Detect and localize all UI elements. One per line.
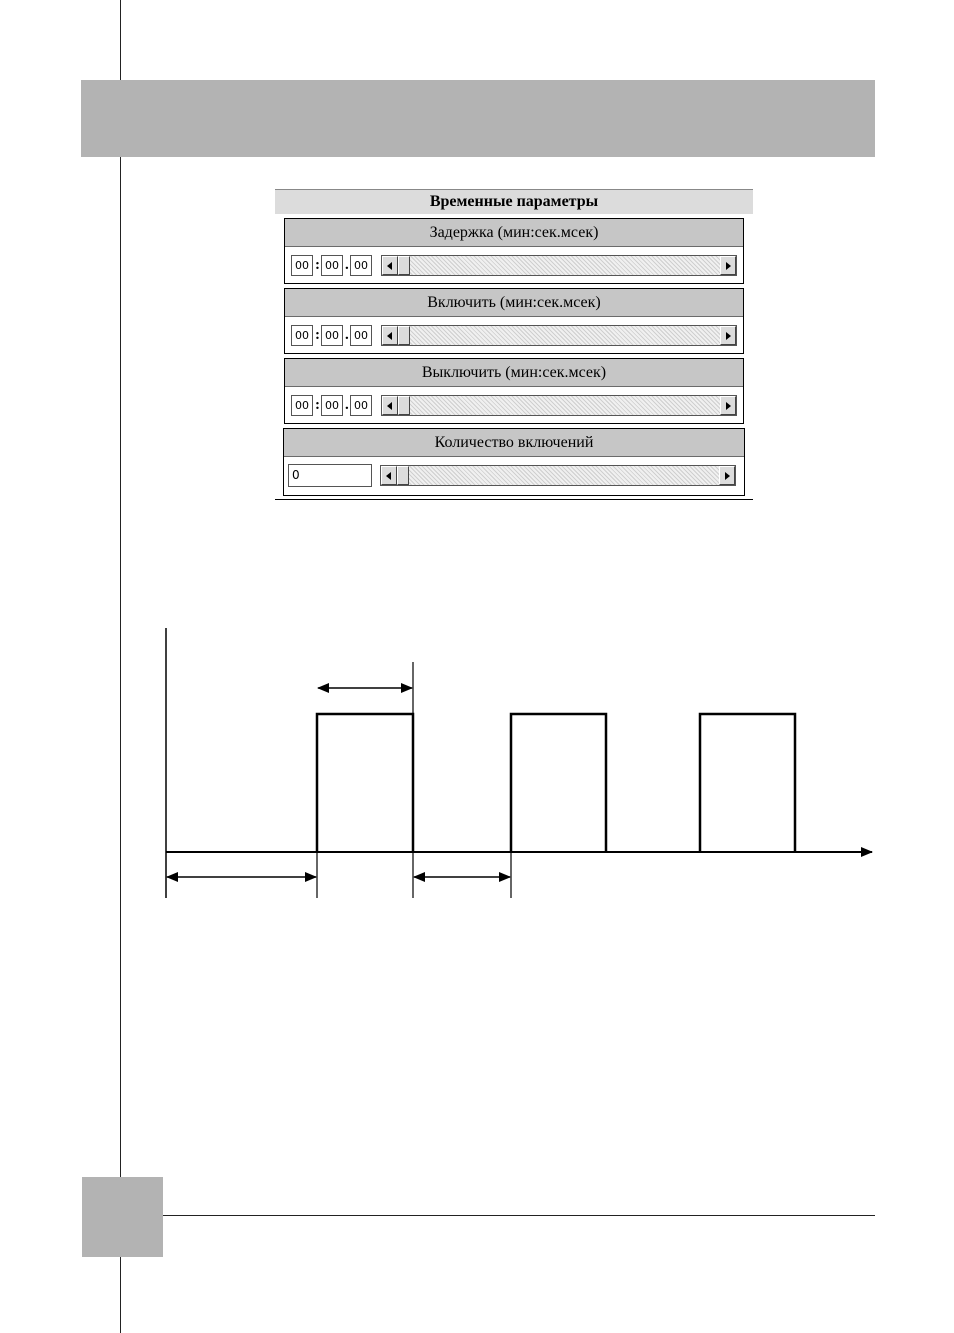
- count-input[interactable]: 0: [288, 464, 372, 487]
- delay-min-field[interactable]: 00: [291, 255, 313, 276]
- dot-separator: .: [345, 327, 349, 343]
- colon-separator: :: [315, 397, 320, 413]
- off-time-label: Выключить (мин:сек.мсек): [285, 359, 743, 387]
- on-sec-field[interactable]: 00: [321, 325, 343, 346]
- colon-separator: :: [315, 327, 320, 343]
- on-time-label: Включить (мин:сек.мсек): [285, 289, 743, 317]
- pulse-3: [700, 714, 795, 852]
- delay-sec-field[interactable]: 00: [321, 255, 343, 276]
- off-sec-field[interactable]: 00: [321, 395, 343, 416]
- pulse-2: [511, 714, 606, 852]
- on-msec-field[interactable]: 00: [350, 325, 372, 346]
- off-msec-field[interactable]: 00: [350, 395, 372, 416]
- pulse-1: [317, 714, 413, 852]
- off-min-field[interactable]: 00: [291, 395, 313, 416]
- colon-separator: :: [315, 257, 320, 273]
- count-label: Количество включений: [284, 429, 744, 457]
- delay-label: Задержка (мин:сек.мсек): [285, 219, 743, 247]
- dot-separator: .: [345, 397, 349, 413]
- page-number-box: [82, 1177, 163, 1257]
- on-min-field[interactable]: 00: [291, 325, 313, 346]
- panel-title: Временные параметры: [275, 189, 753, 214]
- footer-rule: [163, 1215, 875, 1216]
- dot-separator: .: [345, 257, 349, 273]
- delay-msec-field[interactable]: 00: [350, 255, 372, 276]
